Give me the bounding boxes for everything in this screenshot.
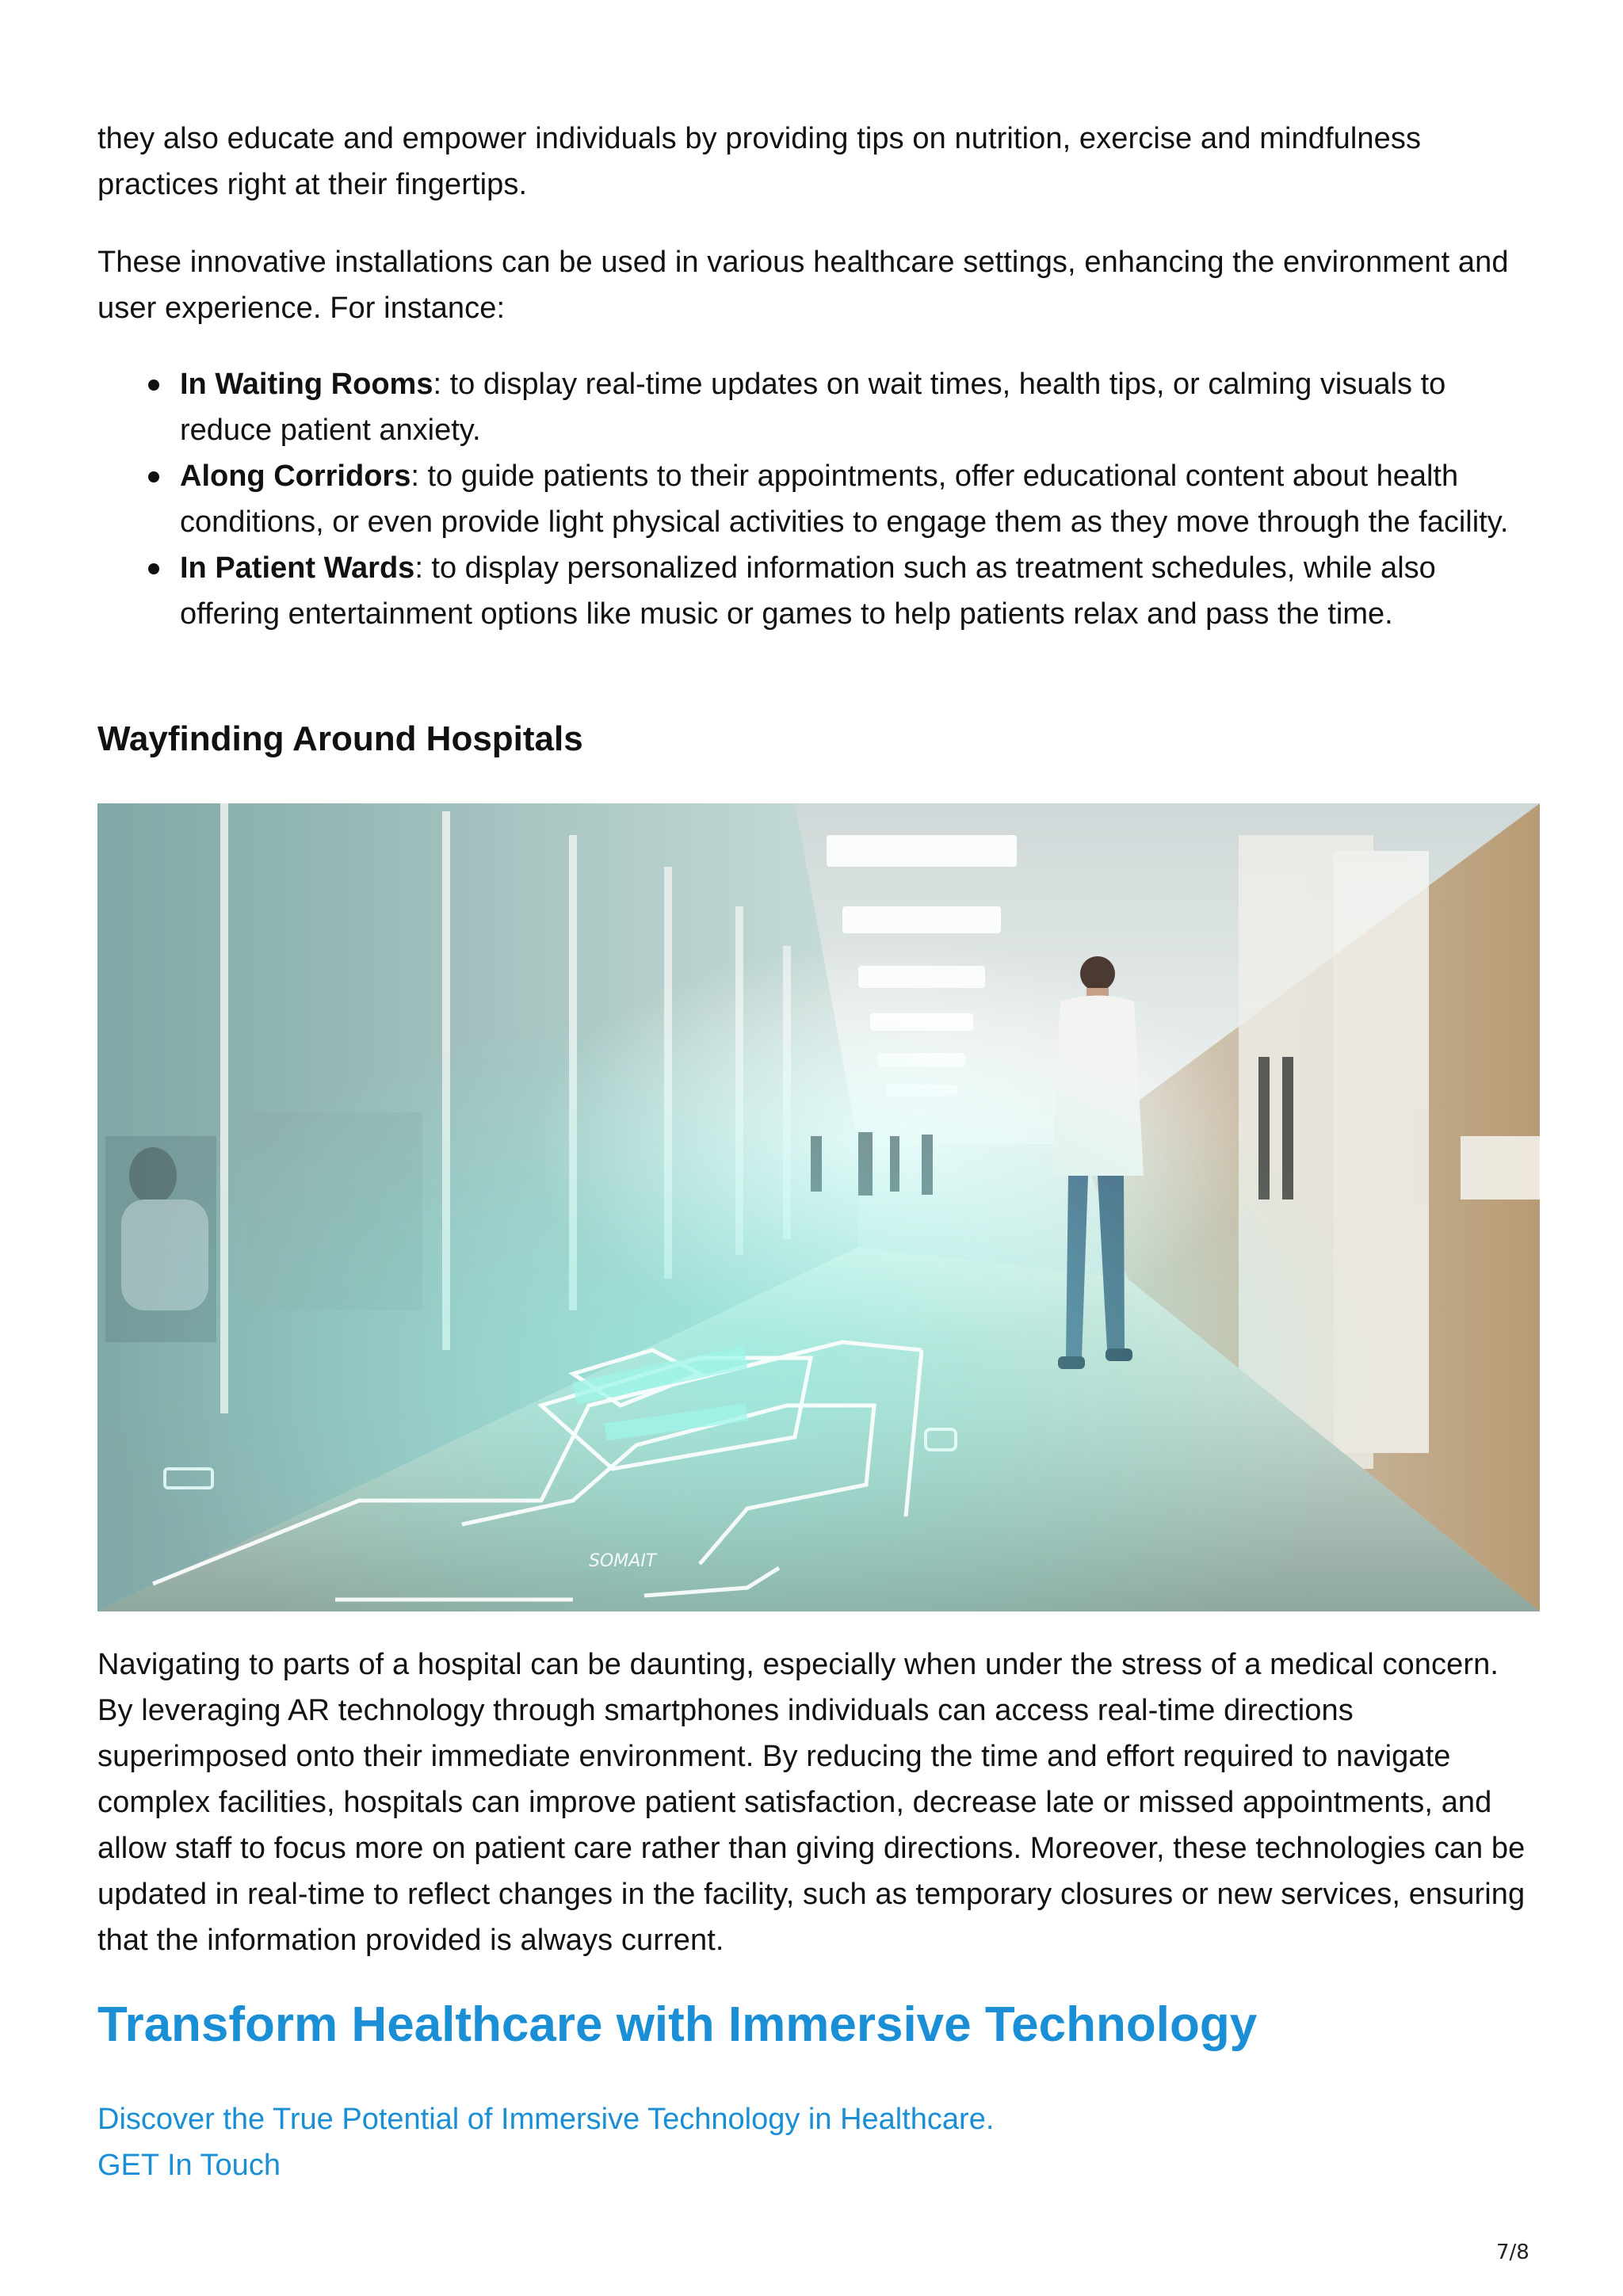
hospital-corridor-image [97, 803, 1540, 1611]
list-item-text: : to guide patients to their appointments, offer educational content about health conditions, or even provide light physical activities to engage them as they move through the facility. [180, 460, 1509, 539]
discover-link[interactable]: Discover the True Potential of Immersive Technology in Healthcare. [97, 2103, 995, 2136]
bullet-icon [148, 471, 159, 482]
paragraph-settings: These innovative installations can be used in various healthcare settings, enhancing the environment and user experience. For instance: [97, 246, 1509, 325]
paragraph-wayfinding: Navigating to parts of a hospital can be daunting, especially when under the stress of a medical concern. By leveraging AR technology through smartphones individuals can access real-time directions superimposed onto their immediate environment. By reducing the time and effort required to navigate complex facilities, hospitals can improve patient satisfaction, decrease late or missed appointments, and allow staff to focus more on patient care rather than giving directions. Moreover, these technologies can be updated in real-time to reflect changes in the facility, such as temporary closures or new services, ensuring that the information provided is always current. [97, 1648, 1526, 1957]
list-item [97, 453, 1540, 545]
section-heading: Wayfinding Around Hospitals [97, 719, 583, 758]
list-item-term: In Waiting Rooms [180, 368, 433, 401]
list-item-term: In Patient Wards [180, 551, 415, 585]
list-item [97, 545, 1540, 637]
page-number: 7/8 [1496, 2241, 1529, 2264]
bullet-icon [148, 563, 159, 574]
floor-label: SOMAIT [589, 1551, 657, 1571]
settings-bullet-list [97, 361, 1540, 637]
list-item-text: : to display real-time updates on wait times, health tips, or calming visuals to reduce patient anxiety. [180, 368, 1446, 447]
paragraph-intro: they also educate and empower individuals by providing tips on nutrition, exercise and mindfulness practices right at their fingertips. [97, 122, 1422, 201]
get-in-touch-link[interactable]: GET In Touch [97, 2149, 281, 2182]
list-item [97, 361, 1540, 453]
cta-heading: Transform Healthcare with Immersive Technology [97, 1997, 1258, 2052]
list-item-text: : to display personalized information such as treatment schedules, while also offering entertainment options like music or games to help patients relax and pass the time. [180, 551, 1436, 631]
list-item-term: Along Corridors [180, 460, 411, 493]
bullet-icon [148, 379, 159, 391]
